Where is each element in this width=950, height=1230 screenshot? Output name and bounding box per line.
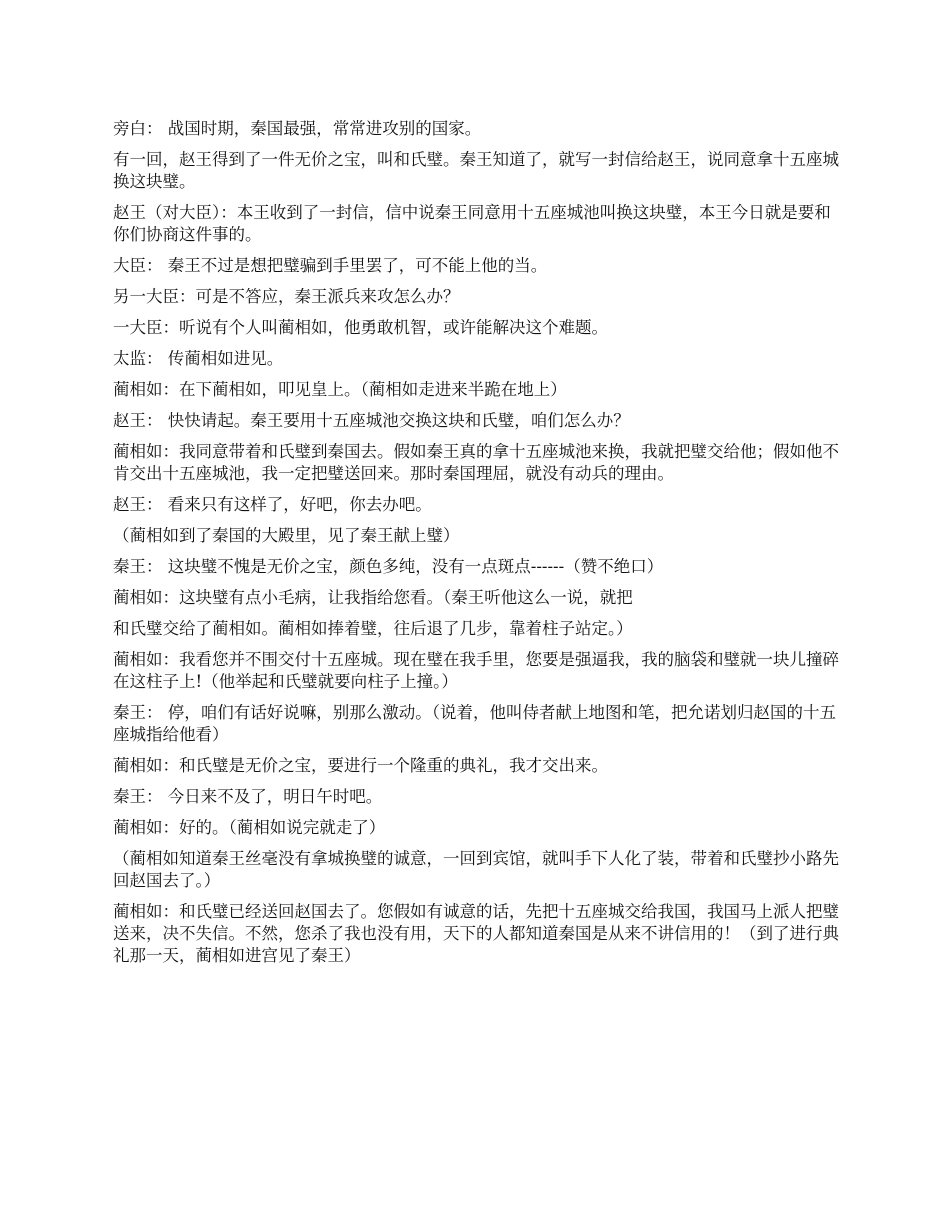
- paragraph-qin-king-2: 秦王： 停，咱们有话好说嘛，别那么激动。（说着，他叫侍者献上地图和笔，把允诺划归赵国的十五座城指给他看）: [113, 703, 836, 744]
- paragraph-stage-direction-2: （蔺相如知道秦王丝毫没有拿城换璧的诚意，一回到宾馆，就叫手下人化了装，带着和氏璧抄小路先回赵国去了。）: [113, 849, 839, 890]
- paragraph-lin-4: 蔺相如：我看您并不围交付十五座城。现在璧在我手里，您要是强逼我，我的脑袋和璧就一块儿撞碎在这柱子上!（他举起和氏璧就要向柱子上撞。）: [113, 650, 839, 691]
- paragraph-lin-7: 蔺相如：和氏璧已经送回赵国去了。您假如有诚意的话，先把十五座城交给我国，我国马上派人把璧送来，决不失信。不然，您杀了我也没有用，天下的人都知道秦国是从来不讲信用的！（到了进行典礼那一天，蔺相如进宫见了秦王）: [113, 902, 839, 965]
- paragraph-lin-3-continued: 和氏璧交给了蔺相如。蔺相如捧着璧，往后退了几步，靠着柱子站定。）: [113, 619, 633, 638]
- paragraph-lin-3: 蔺相如：这块璧有点小毛病，让我指给您看。（秦王听他这么一说，就把: [113, 588, 633, 607]
- paragraph-stage-direction-1: （蔺相如到了秦国的大殿里，见了秦王献上璧）: [113, 526, 460, 545]
- paragraph-story-intro: 有一回，赵王得到了一件无价之宝，叫和氏璧。秦王知道了，就写一封信给赵王，说同意拿十五座城换这块璧。: [113, 150, 839, 191]
- paragraph-minister-1: 大臣： 秦王不过是想把璧骗到手里罢了，可不能上他的当。: [113, 256, 548, 275]
- paragraph-lin-5: 蔺相如：和氏璧是无价之宝，要进行一个隆重的典礼，我才交出来。: [113, 756, 608, 775]
- paragraph-zhao-king-2: 赵王： 快快请起。秦王要用十五座城池交换这块和氏璧，咱们怎么办？: [113, 411, 630, 430]
- paragraph-eunuch: 太监： 传蔺相如进见。: [113, 349, 284, 368]
- paragraph-qin-king-3: 秦王： 今日来不及了，明日午时吧。: [113, 787, 383, 806]
- paragraph-qin-king-1: 秦王： 这块璧不愧是无价之宝，颜色多纯，没有一点斑点------（赞不绝口）: [113, 557, 664, 576]
- paragraph-lin-2: 蔺相如：我同意带着和氏璧到秦国去。假如秦王真的拿十五座城池来换，我就把璧交给他；假如他不肯交出十五座城池，我一定把璧送回来。那时秦国理屈，就没有动兵的理由。: [113, 442, 839, 483]
- paragraph-zhao-king-3: 赵王： 看来只有这样了，好吧，你去办吧。: [113, 495, 432, 514]
- paragraph-minister-3: 一大臣：听说有个人叫蔺相如，他勇敢机智，或许能解决这个难题。: [113, 318, 608, 337]
- paragraph-lin-6: 蔺相如：好的。（蔺相如说完就走了）: [113, 818, 386, 837]
- paragraph-lin-1: 蔺相如：在下蔺相如，叩见皇上。（蔺相如走进来半跪在地上）: [113, 380, 567, 399]
- paragraph-narration: 旁白： 战国时期，秦国最强，常常进攻别的国家。: [113, 119, 482, 138]
- paragraph-zhao-king-1: 赵王（对大臣）：本王收到了一封信，信中说秦王同意用十五座城池叫换这块璧，本王今日就是要和你们协商这件事的。: [113, 203, 831, 244]
- paragraph-minister-2: 另一大臣：可是不答应，秦王派兵来攻怎么办？: [113, 287, 460, 306]
- document-body: [113, 118, 843, 976]
